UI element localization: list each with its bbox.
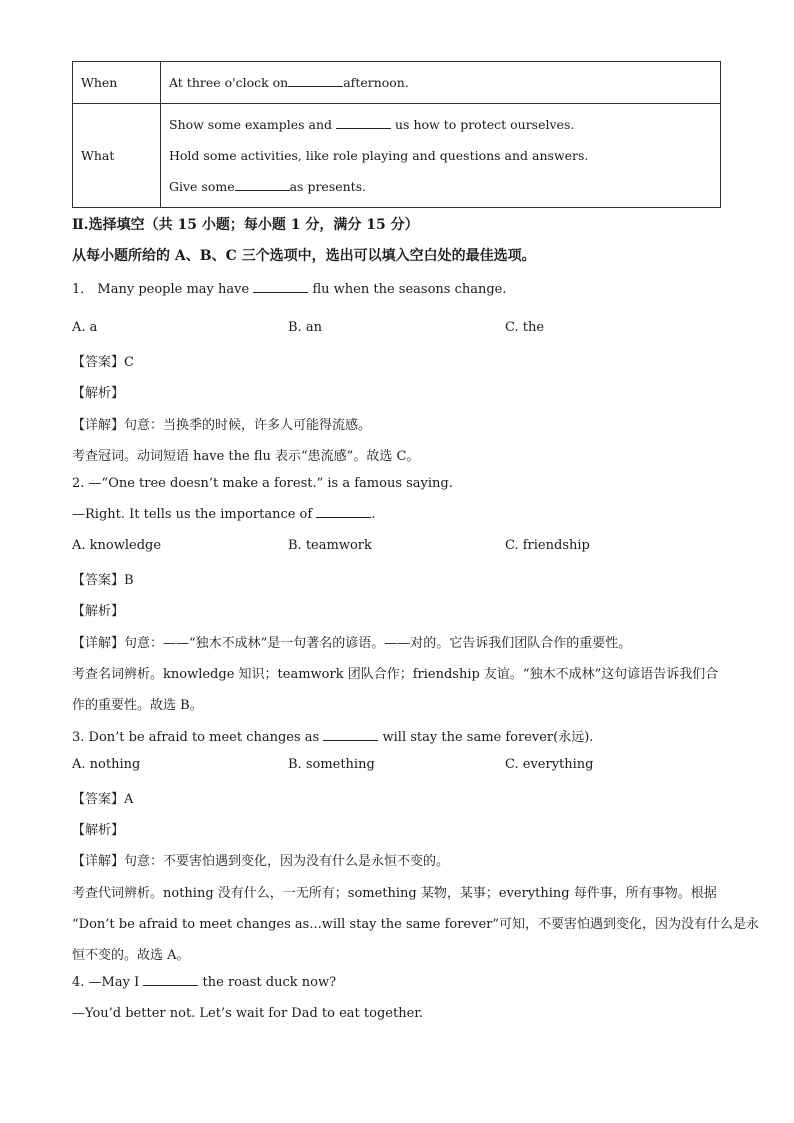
question-3-answer: 【答案】A: [72, 792, 134, 807]
blank: [323, 739, 378, 741]
question-2-answer: 【答案】B: [72, 573, 134, 588]
blank: [288, 85, 343, 87]
what-line-2: Hold some activities, like role playing and questions and answers.: [169, 148, 589, 163]
when-text-post: afternoon.: [343, 75, 409, 90]
question-1-answer: 【答案】C: [72, 355, 134, 370]
question-2-explain-2: 作的重要性。故选 B。: [72, 698, 203, 713]
what-label: What: [73, 104, 161, 208]
question-2-detail: 【详解】句意：——“独木不成林”是一句著名的谚语。——对的。它告诉我们团队合作的重要性。: [72, 636, 632, 651]
blank: [143, 984, 198, 986]
what-line-1: Show some examples and us how to protect ourselves.: [169, 117, 575, 132]
table-row-what: [73, 104, 721, 208]
question-1-explain-1: 考查冠词。动词短语 have the flu 表示“患流感”。故选 C。: [72, 449, 420, 464]
question-3-option-a: A. nothing: [72, 757, 141, 772]
question-2-option-a: A. knowledge: [72, 538, 162, 553]
question-2-explain-1: 考查名词辨析。knowledge 知识；teamwork 团队合作；friendship 友谊。“独木不成林”这句谚语告诉我们合: [72, 667, 719, 682]
blank: [235, 189, 290, 191]
info-table: [72, 61, 721, 208]
when-label: When: [73, 62, 161, 104]
question-3-option-c: C. everything: [505, 757, 594, 772]
question-1-option-b: B. an: [288, 320, 322, 335]
blank: [336, 127, 391, 129]
question-3-stem: 3. Don’t be afraid to meet changes as will stay the same forever(永远).: [72, 730, 594, 745]
section-heading: Ⅱ.选择填空（共 15 小题；每小题 1 分，满分 15 分）: [72, 217, 419, 233]
question-1-option-c: C. the: [505, 320, 545, 335]
question-2-stem-1: 2. —“One tree doesn’t make a forest.” is a famous saying.: [72, 476, 453, 491]
question-2-analysis: 【解析】: [72, 604, 125, 619]
question-1-option-a: A. a: [72, 320, 98, 335]
blank: [316, 516, 371, 518]
question-1-stem: 1． Many people may have flu when the seasons change.: [72, 282, 507, 297]
question-4-stem-1: 4. —May I the roast duck now?: [72, 975, 337, 990]
blank: [253, 291, 308, 293]
question-3-analysis: 【解析】: [72, 823, 125, 838]
question-3-option-b: B. something: [288, 757, 375, 772]
question-3-detail: 【详解】句意：不要害怕遇到变化，因为没有什么是永恒不变的。: [72, 854, 450, 869]
question-2-option-c: C. friendship: [505, 538, 590, 553]
table-row-when: [73, 62, 721, 104]
question-3-explain-3: 恒不变的。故选 A。: [72, 948, 190, 963]
question-3-explain-2: “Don’t be afraid to meet changes as...will stay the same forever”可知，不要害怕遇到变化，因为没有什么是永: [72, 917, 760, 932]
question-4-stem-2: —You’d better not. Let’s wait for Dad to eat together.: [72, 1006, 424, 1021]
question-1-analysis: 【解析】: [72, 386, 125, 401]
question-2-option-b: B. teamwork: [288, 538, 372, 553]
what-line-3: Give some as presents.: [169, 179, 367, 194]
section-instruction: 从每小题所给的 A、B、C 三个选项中，选出可以填入空白处的最佳选项。: [72, 248, 536, 264]
question-1-detail: 【详解】句意：当换季的时候，许多人可能得流感。: [72, 418, 372, 433]
question-2-stem-2: —Right. It tells us the importance of .: [72, 507, 376, 522]
when-text-pre: At three o'clock on: [169, 75, 289, 90]
when-cell: [161, 62, 721, 104]
question-3-explain-1: 考查代词辨析。nothing 没有什么，一无所有；something 某物，某事；everything 每件事，所有事物。根据: [72, 886, 717, 901]
what-cell: [161, 104, 721, 208]
